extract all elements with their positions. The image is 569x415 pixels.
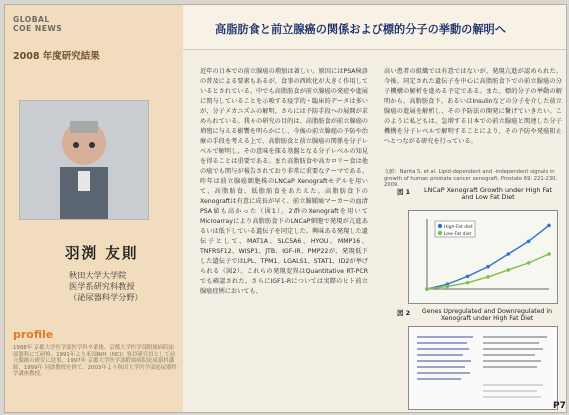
portrait-illustration bbox=[20, 101, 148, 219]
legend-high-fat-label: High-Fat diet bbox=[444, 225, 473, 230]
affiliation-line-2: 医学系研究科教授 bbox=[69, 281, 135, 291]
data-point-high-fat-6 bbox=[547, 224, 551, 228]
data-point-high-fat-5 bbox=[527, 239, 531, 243]
brand-line-1: GLOBAL bbox=[13, 15, 50, 24]
data-point-low-fat-5 bbox=[527, 261, 531, 265]
legend-low-fat-marker bbox=[438, 231, 442, 235]
figure-1-label: 図 1 bbox=[397, 188, 411, 196]
profile-text: 1988年 京都大学医学部医学科卒業後、京都大学医学部附属病院泌尿器科にて研修。1991年より米国NIH（NCI）客員研究員として前立腺癌の研究に従事。1997年 京都大学医学部附属病院泌尿器科講師、1999年 同助教授を経て、2003年より秋田大学医学部泌尿器科学講座教授。 bbox=[13, 345, 177, 378]
legend-high-fat-marker bbox=[438, 224, 442, 228]
affiliation-line-3: （泌尿器科学分野） bbox=[69, 292, 143, 302]
figure-1-chart bbox=[408, 210, 558, 304]
article-title: 高脂肪食と前立腺癌の関係および標的分子の挙動の解明へ bbox=[215, 23, 506, 36]
legend-low-fat-label: Low-Fat diet bbox=[444, 232, 472, 237]
figure-2-title: Genes Upregulated and Downregulated in Xenograft under High Fat Diet bbox=[421, 308, 553, 322]
person-name: 羽渕 友則 bbox=[65, 245, 139, 262]
data-point-high-fat-2 bbox=[466, 274, 470, 278]
profile-heading: profile bbox=[13, 328, 54, 341]
figure-2-gene-list bbox=[408, 326, 558, 410]
year-section-label: 2008 年度研究結果 bbox=[13, 51, 100, 62]
article-page bbox=[4, 4, 567, 413]
figure-2-label: 図 2 bbox=[397, 309, 411, 317]
data-point-low-fat-3 bbox=[486, 275, 490, 279]
data-point-low-fat-2 bbox=[466, 281, 470, 285]
data-point-low-fat-4 bbox=[507, 268, 511, 272]
figure-1-title: LNCaP Xenograft Growth under High Fat and Low Fat Diet bbox=[423, 186, 552, 202]
body-column-2: 高い患者の組織では有意ではないが、発現亢進が認められた。今後、同定された遺伝子を中心に高脂肪食下での前立腺癌の分子機構の解析を進める予定である。また、標的分子の挙動の解明から、高脂肪食下、あるいはInsulinなどの分子を介した前立腺癌の進展を解析し、その予防法の開発に繋げていきたい。このように私どもは、急増する日本での前立腺癌と関連した分子機構を分子レベルで解明することにより、その予防や発癌阻止へとつながる研究を行っている。 bbox=[384, 68, 562, 145]
reference-note: 文献：Narita S, et al. Lipid-dependent and -independent signals in growth of human prostate cancer xenograft. Prostate 69: 221-230, 2009. bbox=[384, 169, 558, 189]
data-point-high-fat-4 bbox=[507, 252, 511, 256]
affiliation-line-1: 秋田大学大学院 bbox=[69, 270, 127, 280]
legend bbox=[435, 221, 475, 237]
data-point-high-fat-3 bbox=[486, 265, 490, 269]
body-column-1: 近年の日本での前立腺癌の増加は著しい。原因にはPSA検診の普及による要素もあるが、食事の西欧化が大きく作用しているとされている。中でも高脂肪食が前立腺癌の発症や進展に関与していることを示唆する疫学的・臨床的データは多いが、分子メカニズムの解明、さらには予防手段への展開が求められている。我々の研究の目的は、高脂肪食が前立腺癌の増殖に与える影響を明らかにし、今後の前立腺癌の予防や治療の手段を考える上で、高脂肪食と前立腺癌の関係を分子レベルで解明し、その意味を探る基盤となる分子レベルの知見を得ることは重要である。また高脂肪食や高カロリー食は他の癌でも関与が報告されており非常に重要なテーマである。昨年は前立腺癌細胞株のLNCaP Xenograftモデルを用いて、高脂肪食、低脂肪食をあたえた。高脂肪食下のXenograftは有意に成長が早く、前立腺腫瘍マーカーの血清PSA値も高かった（図1）。2群のXenograftを用いてMicroarrayにより高脂肪食下のLNCaP細胞で発現が亢進あるいは低下している遺伝子を同定した。興味ある発現した遺伝子として、MAT1A、SLC5A6、HYOU、MMP16、TNFRSF12、WISP1、JTB、IGF-IR、PMP22が、発現低下した遺伝子ではLPL、TPM1、LGALS1、STAT1、ID2が挙げられる（図2）。これらの発現変異はQuantitative RT-PCRでも確認された。さらにIGF1-Rについては実際のヒト前立腺癌症例においても、 bbox=[200, 68, 368, 295]
brand-line-2: COE NEWS bbox=[13, 24, 63, 33]
page-number: P7 bbox=[553, 401, 566, 411]
affiliation-block bbox=[69, 270, 143, 303]
portrait-photo bbox=[19, 100, 149, 220]
growth-chart bbox=[409, 211, 557, 303]
gene-list-graphic bbox=[409, 327, 557, 409]
brand-logo bbox=[13, 15, 62, 33]
data-point-low-fat-1 bbox=[446, 285, 450, 289]
data-point-low-fat-6 bbox=[547, 252, 551, 256]
data-point-low-fat-0 bbox=[425, 287, 429, 291]
